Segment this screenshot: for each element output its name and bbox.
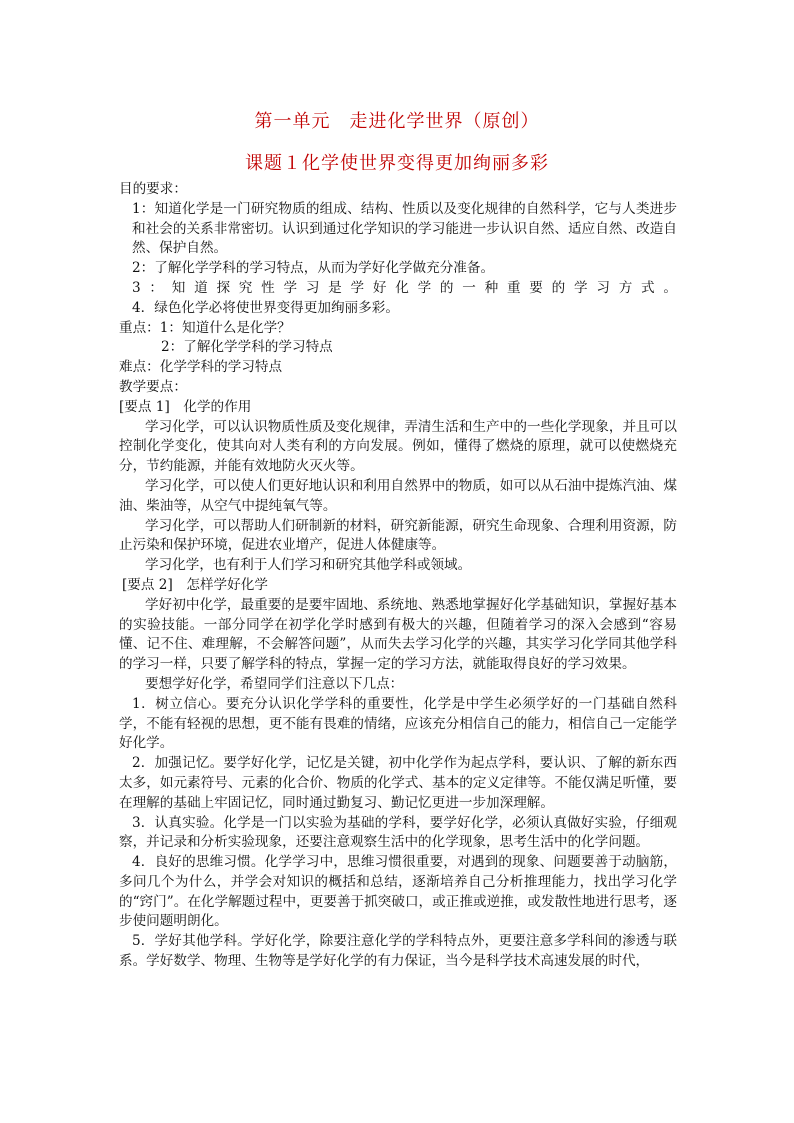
key-points: 重点：1：知道什么是化学？ — [119, 319, 291, 336]
objective-item: 3：知道探究性学习是学好化学的一种重要的学习方式。 — [132, 279, 677, 296]
objectives-label: 目的要求： — [119, 181, 187, 197]
point2-item: 1．树立信心。要充分认识化学学科的重要性，化学是中学生必须学好的一门基础自然科学，不能有轻视的思想，更不能有畏难的情绪，应该充分相信自己的能力，相信自己一定能学好化学。 — [119, 695, 677, 752]
point1-paragraph: 学习化学，可以使人们更好地认识和利用自然界中的物质，如可以从石油中提炼汽油、煤油、柴油等，从空气中提纯氧气等。 — [119, 477, 677, 514]
objective-item: 4．绿色化学必将使世界变得更加绚丽多彩。 — [132, 299, 399, 316]
point2-heading: [要点 2] 怎样学好化学 — [122, 576, 268, 593]
point1-paragraph: 学习化学，可以认识物质性质及变化规律，弄清生活和生产中的一些化学现象，并且可以控制化学变化，使其向对人类有利的方向发展。例如，懂得了燃烧的原理，就可以使燃烧充分，节约能源，并能有效地防火灭火等。 — [119, 418, 677, 475]
point2-item: 3．认真实验。化学是一门以实验为基础的学科，要学好化学，必须认真做好实验，仔细观察，并记录和分析实验现象，还要注意观察生活中的化学现象，思考生活中的化学问题。 — [119, 814, 677, 851]
point2-item: 5．学好其他学科。学好化学，除要注意化学的学科特点外，更要注意多学科间的渗透与联系。学好数学、物理、生物等是学好化学的有力保证，当今是科学技术高速发展的时代， — [119, 933, 677, 970]
point2-lead: 要想学好化学，希望同学们注意以下几点： — [145, 675, 404, 692]
point1-paragraph: 学习化学，也有利于人们学习和研究其他学科或领域。 — [145, 557, 472, 574]
objective-item: 2：了解化学学科的学习特点，从而为学好化学做充分准备。 — [132, 260, 495, 277]
point1-paragraph: 学习化学，可以帮助人们研制新的材料，研究新能源，研究生命现象、合理利用资源，防止污染和保护环境，促进农业增产，促进人体健康等。 — [119, 517, 677, 554]
point2-intro: 学好初中化学，最重要的是要牢固地、系统地、熟悉地掌握好化学基础知识，掌握好基本的实验技能。一部分同学在初学化学时感到有极大的兴趣，但随着学习的深入会感到“容易懂、记不住、难理解，不会解答问题”，从而失去学习化学的兴趣，其实学习化学同其他学科的学习一样，只要了解学科的特点，掌握一定的学习方法，就能取得良好的学习效果。 — [119, 596, 677, 673]
point2-item: 4．良好的思维习惯。化学学习中，思维习惯很重要，对遇到的现象、问题要善于动脑筋，多问几个为什么，并学会对知识的概括和总结，逐渐培养自己分析推理能力，找出学习化学的“窍门”。在化学解题过程中，更要善于抓突破口，或正推或逆推，或发散性地进行思考，逐步使问题明朗化。 — [119, 854, 677, 930]
point2-item: 2．加强记忆。要学好化学，记忆是关键，初中化学作为起点学科，要认识、了解的新东西太多，如元素符号、元素的化合价、物质的化学式、基本的定义定律等。不能仅满足听懂，要在理解的基础上牢固记忆，同时通过勤复习、勤记忆更进一步加深理解。 — [119, 755, 677, 811]
difficulty: 难点：化学学科的学习特点 — [119, 359, 283, 376]
document-body — [119, 180, 677, 972]
point1-heading: [要点 1] 化学的作用 — [119, 398, 252, 415]
unit-title: 第一单元 走进化学世界（原创） — [254, 111, 540, 132]
teaching-points-label: 教学要点： — [119, 378, 187, 395]
key-points-2: 2：了解化学学科的学习特点 — [161, 339, 333, 356]
objective-item: 1：知道化学是一门研究物质的组成、结构、性质以及变化规律的自然科学，它与人类进步和社会的关系非常密切。认识到通过化学知识的学习能进一步认识自然、适应自然、改造自然、保护自然。 — [132, 200, 677, 257]
lesson-title: 课题１化学使世界变得更加绚丽多彩 — [245, 153, 549, 174]
